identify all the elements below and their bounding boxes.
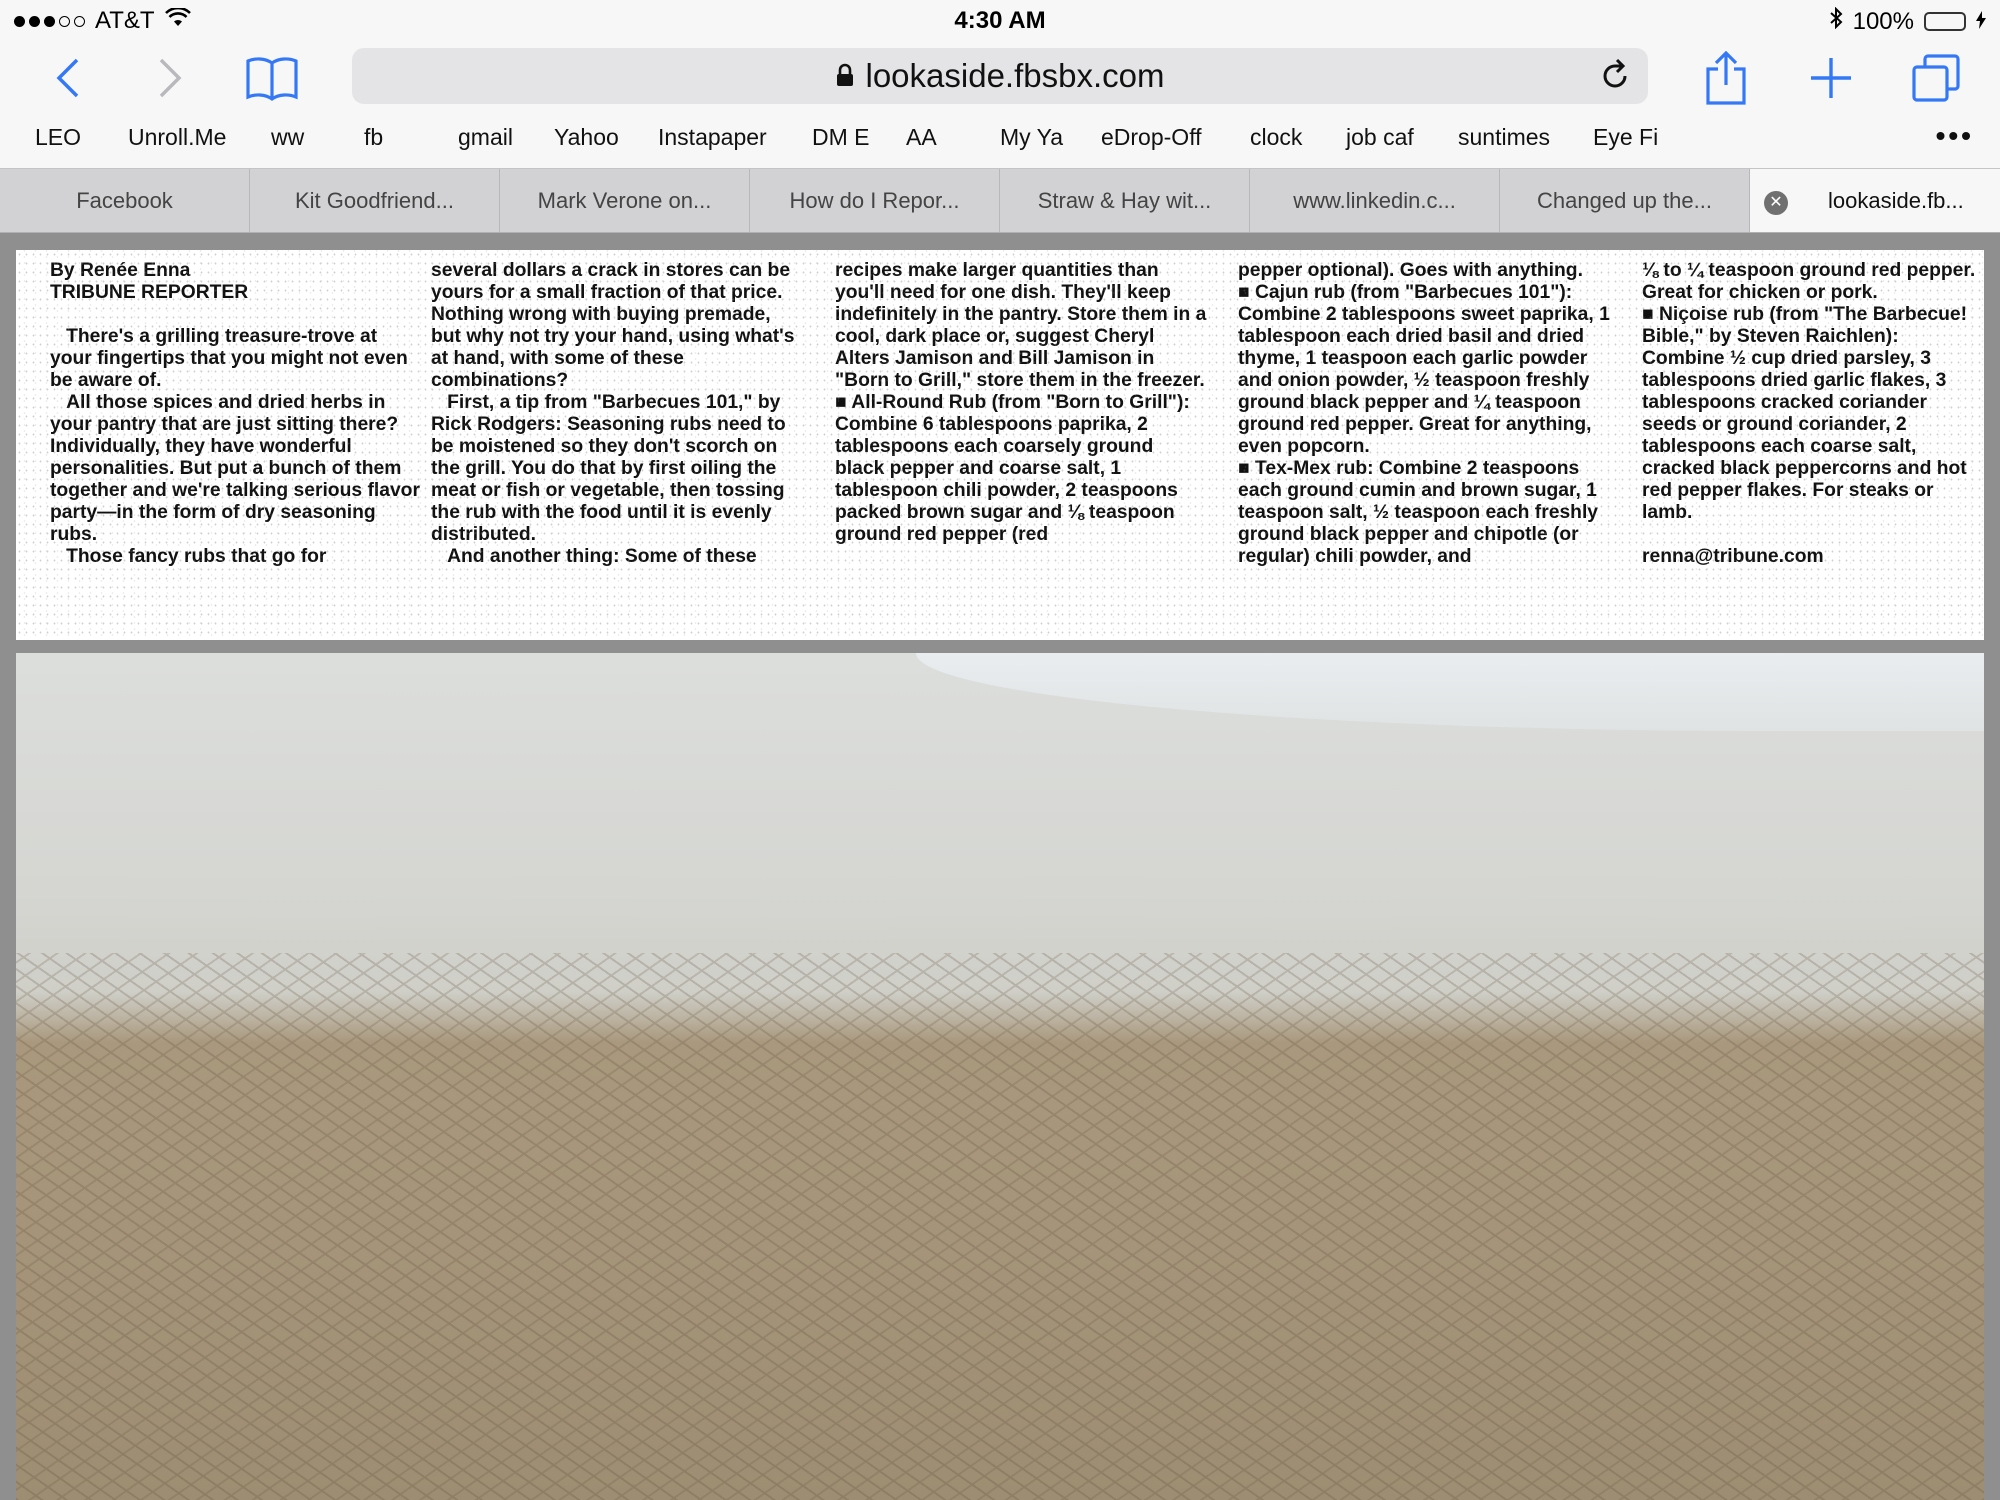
close-tab-icon[interactable]: ✕ (1764, 191, 1788, 215)
tab-mark-verone[interactable]: Mark Verone on... (500, 169, 750, 232)
bookmark-item[interactable]: AA (906, 124, 937, 150)
more-bookmarks-icon[interactable]: ••• (1935, 120, 1974, 151)
bookmark-item[interactable]: Instapaper (658, 124, 767, 150)
new-tab-icon (1809, 56, 1853, 100)
tabs-overview-button[interactable] (1908, 50, 1964, 106)
url-text: lookaside.fbsbx.com (865, 57, 1165, 94)
bookmarks-icon (245, 55, 299, 101)
toolbar (0, 44, 2000, 112)
bookmark-item[interactable]: suntimes (1458, 124, 1551, 150)
back-button[interactable] (40, 50, 96, 106)
tab-lookaside-active[interactable] (1750, 169, 2000, 232)
photo-background (16, 653, 1984, 1500)
article-column-5 (1642, 260, 1978, 568)
battery-icon (1924, 12, 1966, 31)
back-icon (55, 58, 81, 98)
bookmark-item[interactable]: gmail (458, 124, 513, 150)
lock-icon (836, 57, 854, 95)
tab-linkedin[interactable]: www.linkedin.c... (1250, 169, 1500, 232)
tab-changed-up[interactable]: Changed up the... (1500, 169, 1750, 232)
battery-percent: 100% (1852, 7, 1914, 35)
carrier-label: AT&T (95, 7, 155, 34)
column-text: pepper optional). Goes with anything. ■ Cajun rub (from "Barbecues 101"): Combine 2 tablespoons sweet paprika, 1 tablespoon each dried basil and dried thyme, 1 teaspoon each garlic powder and onion powder, ½ teaspoon freshly ground black pepper and ¼ teaspoon ground red pepper. Great for anything, even popcorn. ■ Tex-Mex rub: Combine 2 teaspoons each ground cumin and brown sugar, 1 teaspoon salt, ½ teaspoon each freshly ground black pepper and chipotle (or regular) chili powder, and (1238, 260, 1610, 567)
bookmarks-button[interactable] (244, 50, 300, 106)
page-content (0, 233, 2000, 1500)
newspaper-clipping (16, 250, 1984, 640)
bookmark-item[interactable]: My Ya (1000, 124, 1064, 150)
charging-icon (1976, 8, 1986, 36)
bookmark-item[interactable]: Yahoo (554, 124, 619, 150)
forward-button[interactable] (142, 50, 198, 106)
tab-label: lookaside.fb... (1828, 187, 1964, 213)
sky-area (916, 653, 1984, 731)
tab-bar (0, 168, 2000, 233)
column-text: recipes make larger quantities than you'll need for one dish. They'll keep indefinitely in the pantry. Store them in a cool, dark place or, suggest Cheryl Alters Jamison and Bill Jamison in "Born to Grill," store them in the freezer. ■ All-Round Rub (from "Born to Grill"): Combine 6 tablespoons paprika, 2 tablespoons each coarsely ground black pepper and coarse salt, 1 tablespoon chili powder, 2 teaspoons packed brown sugar and ⅛ teaspoon ground red pepper (red (835, 260, 1207, 545)
share-button[interactable] (1698, 50, 1754, 106)
share-icon (1704, 51, 1748, 105)
bookmark-item[interactable]: Eye Fi (1593, 124, 1659, 150)
bookmark-item[interactable]: ww (271, 124, 305, 150)
bluetooth-icon (1829, 7, 1843, 36)
article-column-4 (1238, 260, 1610, 568)
article-column-3 (835, 260, 1207, 546)
favorites-bar (0, 118, 2000, 162)
reload-icon (1600, 58, 1630, 90)
article-column-1 (50, 260, 422, 568)
column-text: ⅛ to ¼ teaspoon ground red pepper. Great for chicken or pork. ■ Niçoise rub (from "The Barbecue! Bible," by Steven Raichlen): Combine ½ cup dried parsley, 3 tablespoons dried garlic flakes, 3 tablespoons cracked coriander seeds or ground coriander, 2 tablespoons each coarse salt, cracked black peppercorns and hot red pepper flakes. For steaks or lamb. renna@tribune.com (1642, 260, 1976, 567)
status-bar (0, 0, 2000, 40)
article-column-2 (431, 260, 803, 568)
texture (16, 953, 1984, 1500)
bookmark-item[interactable]: fb (364, 124, 384, 150)
bookmark-item[interactable]: LEO (35, 124, 82, 150)
tab-straw-hay[interactable]: Straw & Hay wit... (1000, 169, 1250, 232)
browser-chrome (0, 0, 2000, 233)
bookmark-item[interactable]: DM E (812, 124, 870, 150)
new-tab-button[interactable] (1803, 50, 1859, 106)
clock-time: 4:30 AM (954, 7, 1046, 34)
tab-how-do-i-report[interactable]: How do I Repor... (750, 169, 1000, 232)
reload-button[interactable] (1600, 58, 1630, 98)
bookmark-item[interactable]: clock (1250, 124, 1303, 150)
bookmark-item[interactable]: Unroll.Me (128, 124, 227, 150)
column-text: several dollars a crack in stores can be yours for a small fraction of that price. Nothing wrong with buying premade, but why not try your hand, using what's at hand, with some of these combinations? First, a tip from "Barbecues 101," by Rick Rodgers: Seasoning rubs need to be moistened so they don't scorch on the grill. You do that by first oiling the meat or fish or vegetable, then tossing the rub with the food until it is evenly distributed. And another thing: Some of these (431, 260, 795, 567)
tab-kit-goodfriend[interactable]: Kit Goodfriend... (250, 169, 500, 232)
column-text: By Renée Enna TRIBUNE REPORTER There's a grilling treasure-trove at your fingertips that you might not even be aware of. All those spices and dried herbs in your pantry that are just sitting there? Individually, they have wonderful personalities. But put a bunch of them together and we're talking serious flavor party—in the form of dry seasoning rubs. Those fancy rubs that go for (50, 260, 420, 567)
tabs-icon (1911, 53, 1961, 103)
address-bar[interactable] (352, 48, 1648, 104)
bookmark-item[interactable]: job caf (1346, 124, 1414, 150)
tab-facebook[interactable]: Facebook (0, 169, 250, 232)
bookmark-item[interactable]: eDrop-Off (1101, 124, 1202, 150)
forward-icon (157, 58, 183, 98)
